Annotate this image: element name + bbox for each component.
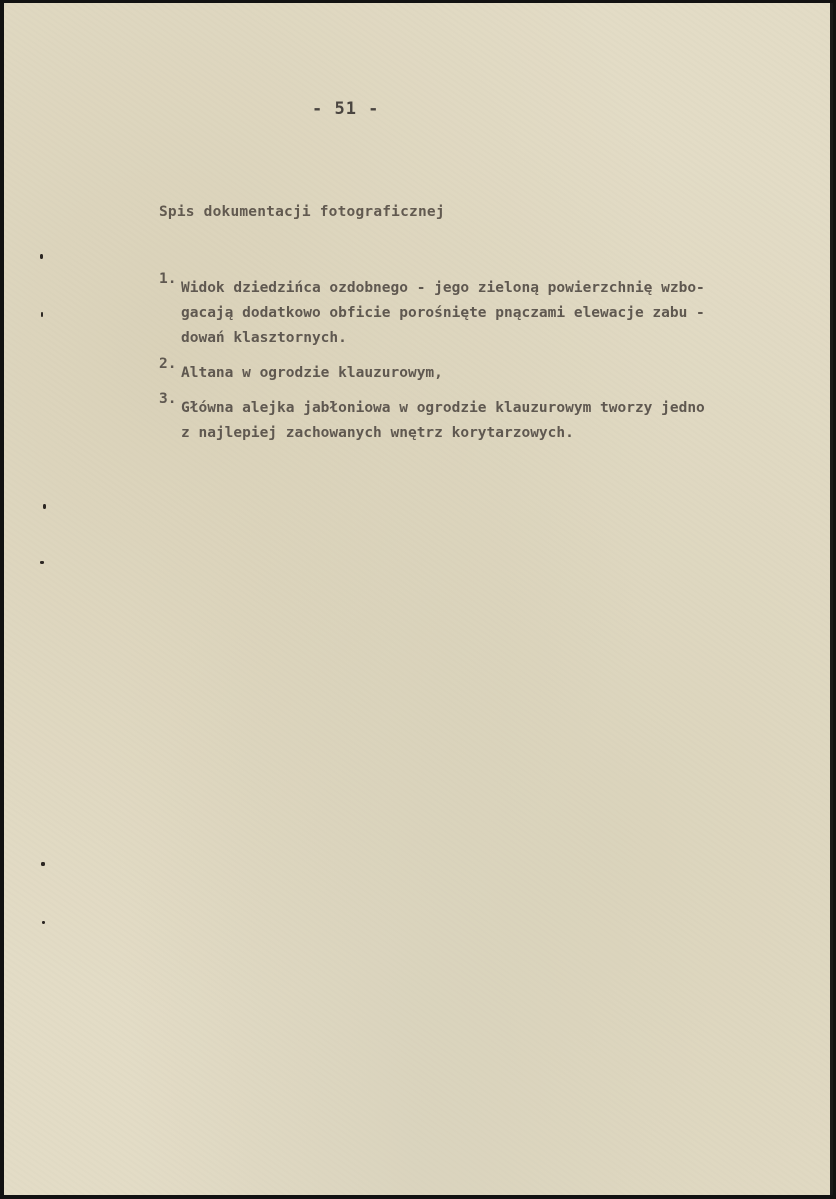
list-item-line: Główna alejka jabłoniowa w ogrodzie klauzurowym tworzy jedno — [181, 400, 705, 416]
ink-speck — [40, 254, 43, 259]
list-item-line: dowań klasztornych. — [181, 330, 347, 346]
document-title: Spis dokumentacji fotograficznej — [159, 204, 445, 220]
photo-documentation-list — [159, 271, 819, 451]
list-item-line: Altana w ogrodzie klauzurowym, — [181, 365, 443, 381]
list-item-line: gacają dodatkowo obficie porośnięte pnączami elewacje zabu - — [181, 305, 705, 321]
ink-speck — [42, 921, 45, 924]
scan-edge — [830, 3, 833, 1195]
list-item — [159, 391, 819, 451]
ink-speck — [41, 862, 45, 866]
list-item-number: 3. — [159, 391, 177, 407]
list-item-number: 2. — [159, 356, 177, 372]
list-item-number: 1. — [159, 271, 177, 287]
list-item — [159, 271, 819, 356]
ink-speck — [43, 504, 46, 509]
ink-speck — [40, 561, 44, 564]
list-item-line: z najlepiej zachowanych wnętrz korytarzowych. — [181, 425, 574, 441]
list-item — [159, 356, 819, 391]
ink-speck — [41, 312, 43, 317]
document-page — [4, 3, 833, 1195]
list-item-line: Widok dziedzińca ozdobnego - jego zieloną powierzchnię wzbo- — [181, 280, 705, 296]
page-number: - 51 - — [312, 99, 380, 119]
